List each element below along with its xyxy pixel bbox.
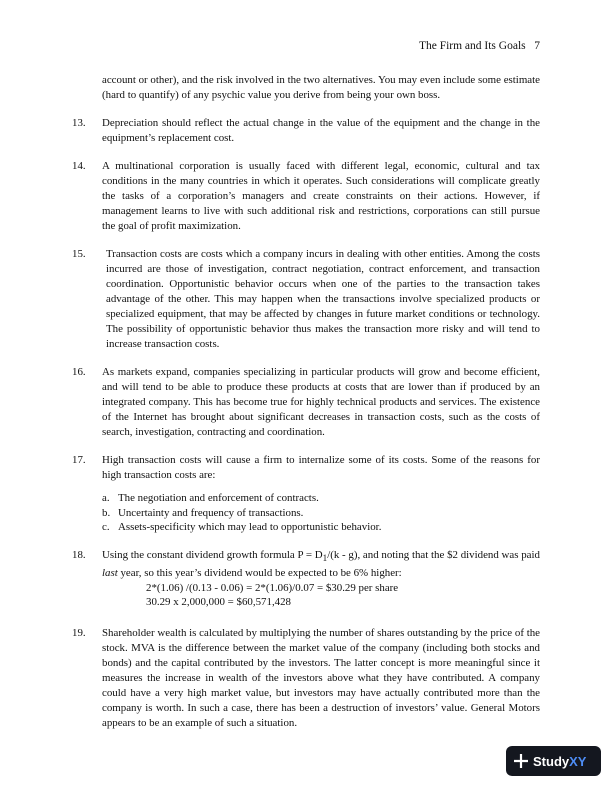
item-text: Transaction costs are costs which a company incurs in dealing with other entities. Among the costs incurred are those of investigation, contract negotiation, contract enforcement, and transaction coordination. Opportunistic behavior occurs when one of the parties to the transaction takes advantage of the other. This may happen when the transactions involve specialized products or specialized equipment, that may be affected by changes in future market conditions or technology. The possibility of opportunistic behavior thus makes the transaction more risky and will tend to increase transaction costs. [106,248,540,350]
list-label: a. [102,492,110,504]
text-segment: /(k - g), and noting that the $2 dividend was paid [327,548,540,561]
item-text: High transaction costs will cause a firm to internalize some of its costs. Some of the reasons for high transaction costs are: [102,454,540,481]
reasons-list [102,491,540,535]
item-14 [72,159,540,234]
item-16 [72,365,540,440]
logo-brand: Study [533,753,570,769]
item-17 [72,453,540,535]
page-number: 7 [534,40,540,52]
list-label: b. [102,506,111,519]
paragraph-text: account or other), and the risk involved in the two alternatives. You may even include some estimate (hard to quantify) of any psychic value you derive from being your own boss. [102,74,540,101]
item-13 [72,116,540,146]
equation-1: 2*(1.06) /(0.13 - 0.06) = 2*(1.06)/0.07 = $30.29 per share [146,581,399,594]
item-number: 18. [72,548,86,561]
item-number: 17. [72,454,86,466]
item-number: 13. [72,117,86,129]
logo-suffix: XY [569,753,587,769]
item-18 [72,548,540,610]
item-text: Depreciation should reflect the actual change in the value of the equipment and the change in the equipment’s replacement cost. [102,117,540,144]
list-text: Uncertainty and frequency of transactions. [118,506,304,519]
plus-icon [514,754,528,768]
item-text: As markets expand, companies specializing in particular products will grow and become efficient, and will tend to be able to produce these products at costs that are lower than if produced by an integrated company. This has become true for highly technical products and services. The existence of the Internet has brought about significant decreases in transaction costs, such as the costs of search, investigation, contracting and coordination. [102,366,540,438]
item-number: 19. [72,626,86,639]
list-label: c. [102,521,110,533]
item-number: 15. [72,248,86,260]
list-text: Assets-specificity which may lead to opportunistic behavior. [118,521,382,533]
list-item [102,491,540,506]
item-text: A multinational corporation is usually faced with different legal, economic, cultural and tax conditions in the many countries in which it operates. Such considerations will complicate greatly the tasks of a corporation’s managers and create constraints on their actions. However, if management learns to live with such additional risk and restrictions, corporations can still pursue the goal of profit maximization. [102,160,540,232]
item-text [102,548,540,581]
logo-text [533,754,586,769]
item-number: 16. [72,366,86,378]
list-item [102,520,540,535]
header-title: The Firm and Its Goals [418,40,526,52]
subscript: 1 [322,552,328,563]
continued-paragraph [72,73,540,103]
document-body [72,73,540,731]
item-15 [72,247,540,352]
list-text: The negotiation and enforcement of contracts. [118,492,319,504]
item-19 [72,626,540,731]
text-segment: Using the constant dividend growth formula P = D [102,548,323,561]
page-header [419,40,540,52]
text-segment: year, so this year’s dividend would be expected to be 6% higher: [117,566,402,579]
list-item [102,506,540,521]
item-text: Shareholder wealth is calculated by multiplying the number of shares outstanding by the price of the stock. MVA is the difference between the market value of the company (including both stocks and bonds) and the capital contributed by the investors. The latter concept is more meaningful since it measures the increase in wealth of the investors above what they have contributed. A company could have a very high market value, but investors may have actually contributed more than the company is worth. In such a case, there has been a destruction of investors’ value. General Motors appears to be an example of such a situation. [102,626,540,729]
studyxy-logo[interactable] [506,746,601,776]
equation-2: 30.29 x 2,000,000 = $60,571,428 [146,596,291,609]
item-number: 14. [72,160,86,172]
emphasis: last [102,566,118,579]
